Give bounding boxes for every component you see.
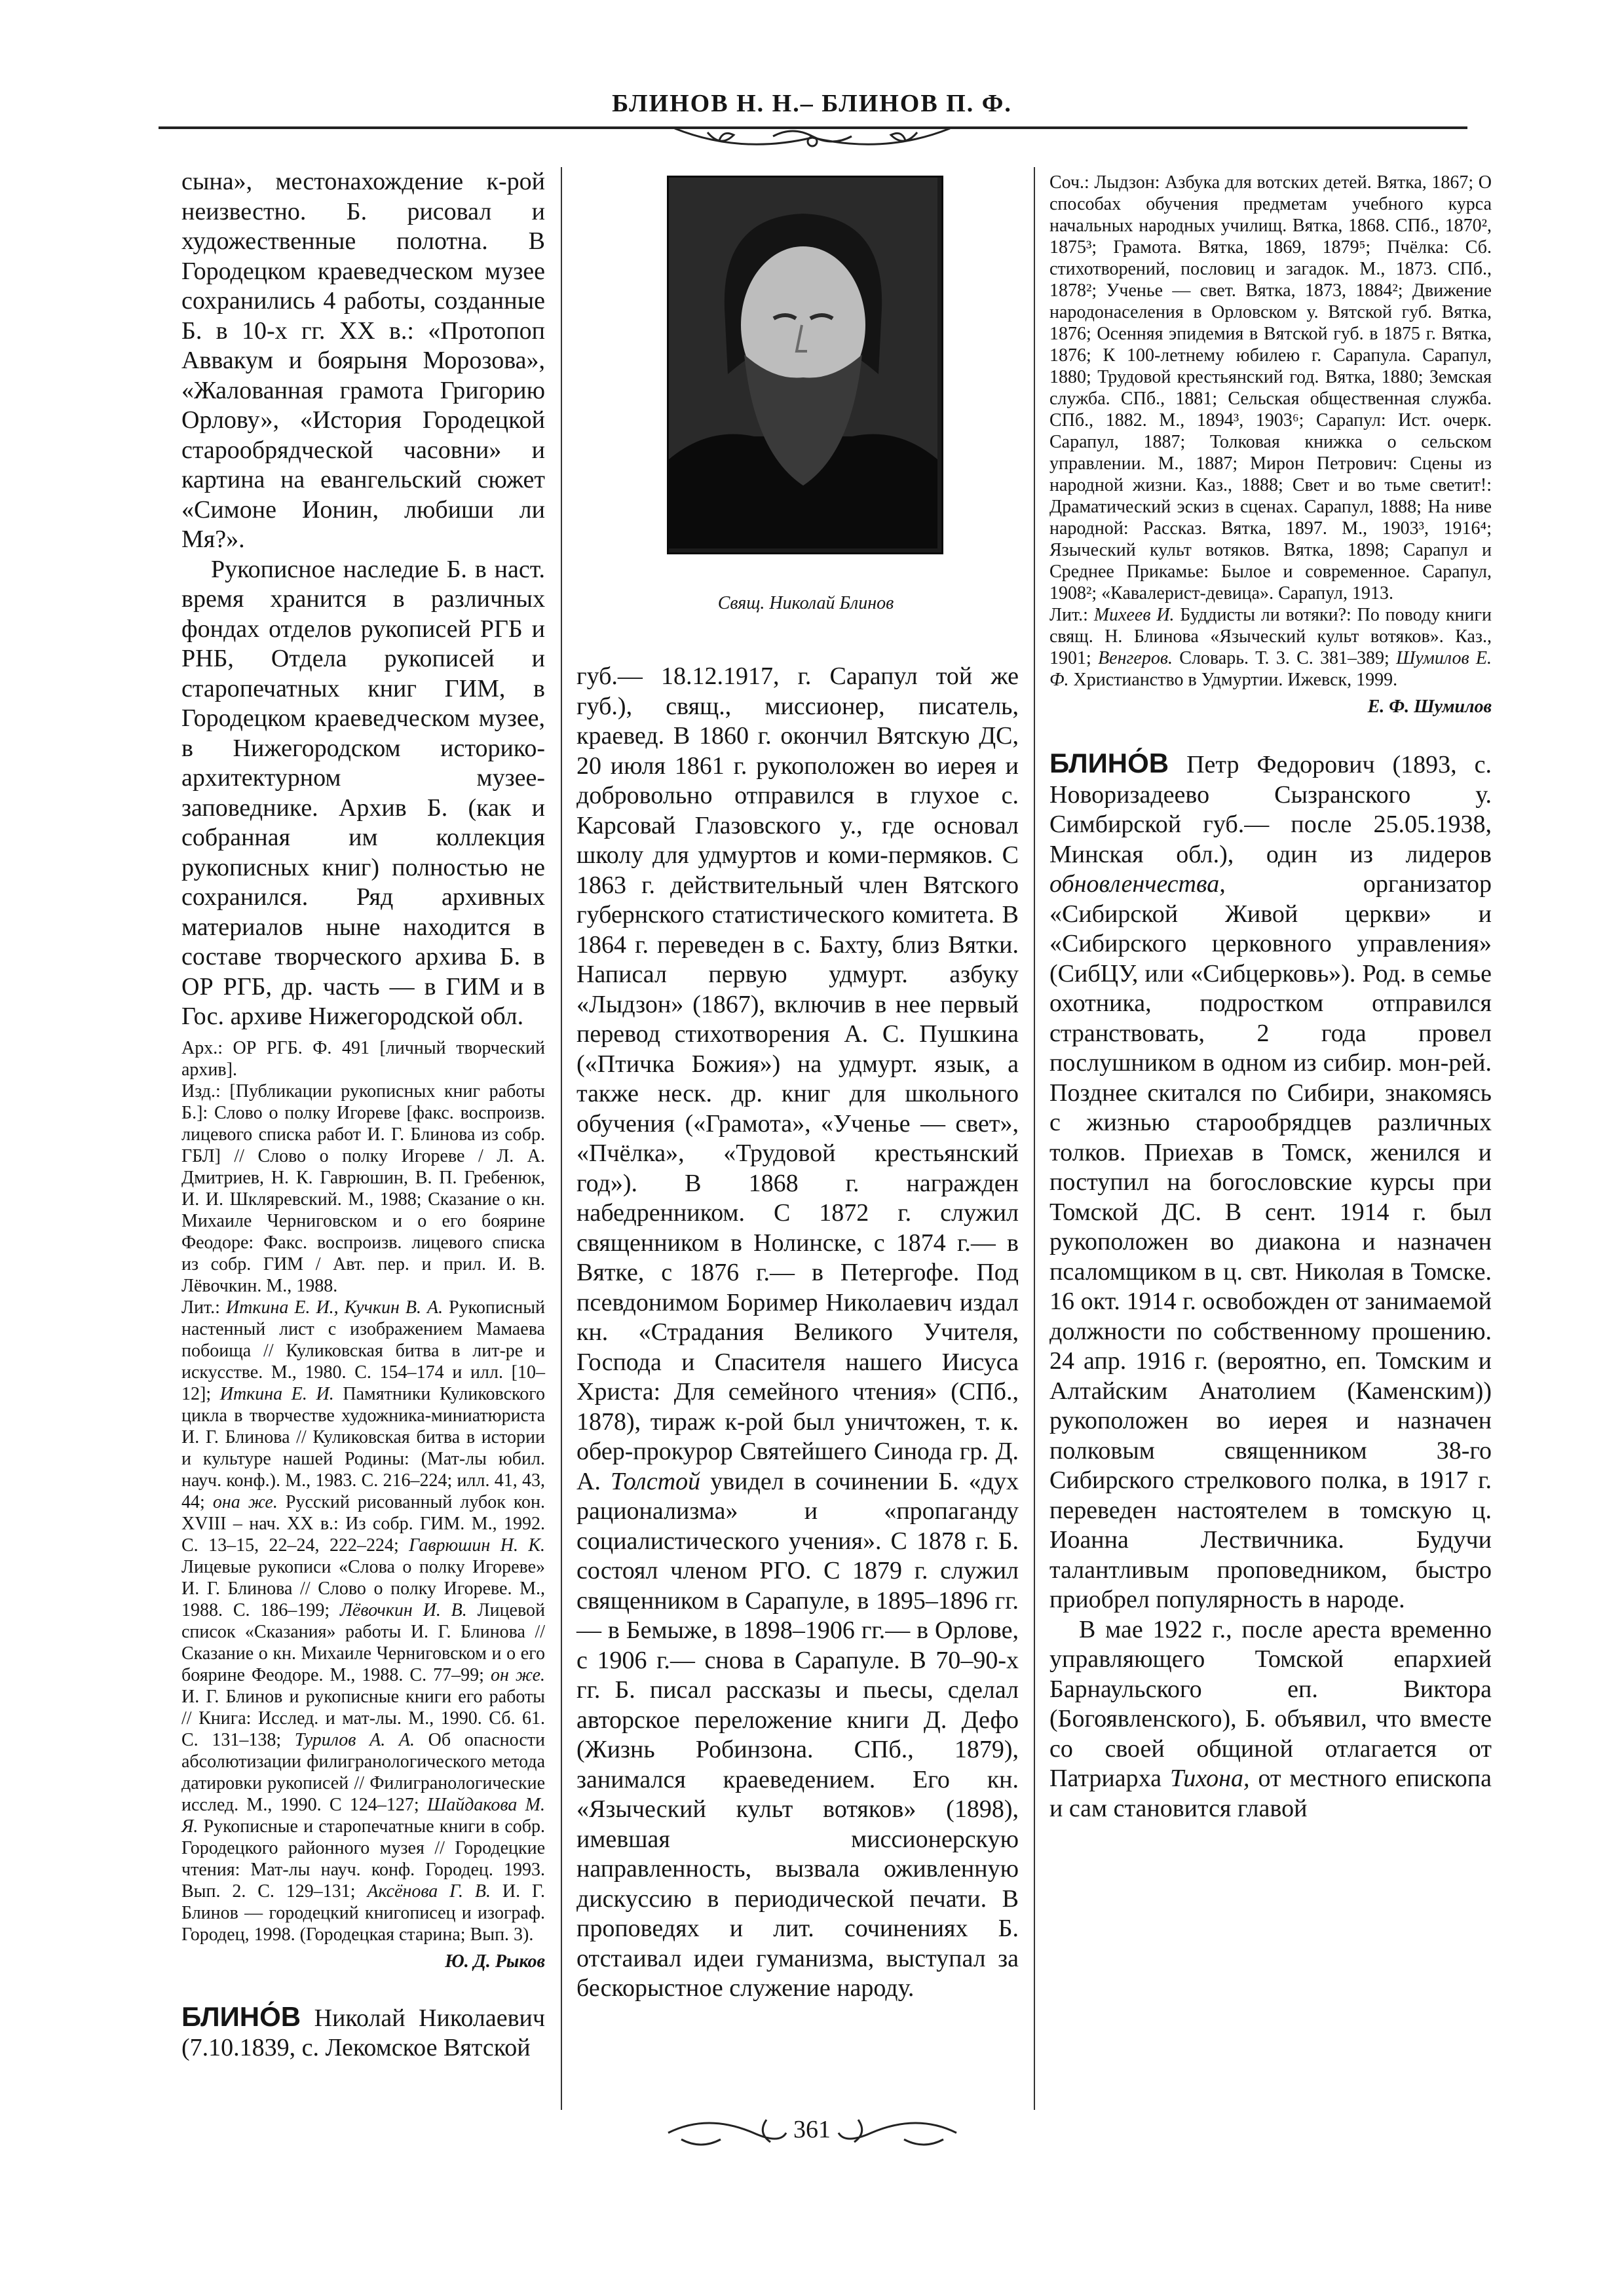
lit-author: Аксёнова Г. В. [367,1881,491,1902]
lit-author: она же. [212,1491,278,1512]
author-signature: Ю. Д. Рыков [445,1951,545,1972]
portrait-figure [669,178,937,548]
entry-headword: БЛИНО́В [1049,748,1169,779]
lit-author: Иткина Е. И. [219,1383,334,1404]
lit-text: Памятники Куликовского цикла в творчестве художника-миниатюриста И. Г. Блинова // Куликовская битва в истории и культуре нашей Родины: (Мат-лы юбил. науч. конф.). М., 1983. С. 216–224; илл. 41, 43, 44; [181,1383,545,1512]
portrait-caption: Свящ. Николай Блинов [717,593,894,613]
person-link: Толстой [611,1467,701,1495]
paragraph-may-1922 [1049,1615,1492,1824]
entry-blinov-pf [1049,748,1492,1615]
page-number: 361 [793,2116,831,2143]
works-note: Соч.: Лыдзон: Азбука для вотских детей. Вятка, 1867; О способах обучения предметам учебного курса начальных народных училищ. Вятка, 1868. СПб., 1870², 1875³; Грамота. Вятка, 1869, 1879⁵; Пчёлка: Сб. стихотворений, пословиц и загадок. М., 1873. СПб., 1878²; Ученье — свет. Вятка, 1873, 1884²; Движение народонаселения в Орловском у. Вятской губ. Вятка, 1876; Осенняя эпидемия в Вятской губ. в 1875 г. Вятка, 1876; К 100-летнему юбилею г. Сарапула. Сарапул, 1880; Трудовой крестьянский год. Вятка, 1880; Земская служба. СПб., 1881; Сельская общественная служба. СПб., 1882. М., 1894³, 1903⁶; Сарапул: Ист. очерк. Сарапул, 1887; Толковая книжка о сельском управлении. М., 1887; Мирон Петрович: Сцены из народной жизни. Каз., 1888; Свет и во тьме светит!: Драматический эскиз в сценах. Сарапул, 1888; На ниве народной: Рассказ. Вятка, 1897. М., 1903³, 1916⁴; Языческий культ вотяков. Вятка, 1898; Сарапул и Среднее Прикамье: Былое и современное. Сарапул, 1908²; «Кавалерист-девица». Сарапул, 1913. [1049,172,1492,603]
lit-text: Русский рисованный лубок кон. XVIII – нач. XX в.: Из собр. ГИМ. М., 1992. С. 13–15, 22–24, 222–224; [181,1491,546,1556]
lit-author: Шумилов Е. Ф. [1049,648,1492,690]
entry-text: от местного епископа и сам становится главой [1049,1765,1492,1822]
lit-text: Словарь. Т. 3. С. 381–389; [1173,648,1397,668]
portrait-photo [667,176,943,554]
lit-text: Лицевые рукописи «Слова о полку Игореве» И. Г. Блинова // Слово о полку Игореве. М., 1988. С. 186–199; [181,1556,545,1620]
entry-blinov-nn [181,2002,545,2063]
lit-author: Иткина Е. И., Кучкин В. А. [225,1297,444,1318]
publications-note: Изд.: [Публикации рукописных книг работы Б.]: Слово о полку Игореве [факс. воспроизв. лицевого списка работ И. Г. Блинова из собр. ГБЛ] // Слово о полку Игореве / Л. А. Дмитриев, Н. К. Гаврюшин, В. П. Гребенюк, И. И. Шкляревский. М., 1988; Сказание о кн. Михаиле Черниговском и о его боярине Феодоре: Факс. воспроизв. лицевого списка из собр. ГИМ / Авт. пер. и прил. И. В. Лёвочкин. М., 1988. [181,1081,545,1296]
person-link: Тихона, [1169,1765,1250,1793]
lit-author: Лёвочкин И. В. [339,1599,467,1620]
lit-text: Христианство в Удмуртии. Ижевск, 1999. [1068,670,1398,690]
right-column [1049,172,1492,1824]
middle-column [576,662,1019,2004]
paragraph-continuation: сына», местонахождение к-рой неизвестно. Б. рисовал и художественные полотна. В Городецком краеведческом музее сохранились 4 работы, созданные Б. в 10-х гг. XX в.: «Протопоп Аввакум и боярыня Морозова», «Жалованная грамота Григорию Орлову», «История Городецкой старообрядческой часовни» и картина на евангельский сюжет «Симоне Ионин, любиши ли Мя?». [181,168,545,553]
entry-text: организатор «Сибирской Живой церкви» и «Сибирского церковного управления» (СибЦУ, или «Сибцерковь»). Род. в семье охотника, подростком отправился странствовать, 2 года провел послушником в одном из сибир. мон-рей. Позднее скитался по Сибири, знакомясь с жизнью старообрядцев различных толков. Приехав в Томск, женился и поступил на богословские курсы при Томской ДС. В сент. 1914 г. был рукоположен во диакона и назначен псаломщиком в ц. свт. Николая в Томске. 16 окт. 1914 г. освобожден от занимаемой должности по собственному прошению. 24 апр. 1916 г. (вероятно, еп. Томским и Алтайским Анатолием (Каменским)) рукоположен во иерея и назначен полковым священником 38-го Сибирского стрелкового полка, в 1917 г. переведен настоятелем в томскую ц. Иоанна Лествичника. Будучи талантливым проповедником, быстро приобрел популярность в народе. [1049,870,1492,1614]
archive-note: Арх.: ОР РГБ. Ф. 491 [личный творческий архив]. [181,1037,545,1080]
header-ornament [668,122,956,155]
entry-text: В мае 1922 г., после ареста временно управляющего Томской епархией Барнаульского еп. Виктора (Богоявленского), Б. объявил, что вместе со своей общиной отлагается от Патриарха [1049,1615,1492,1793]
paragraph-manuscript-heritage: Рукописное наследие Б. в наст. время хранится в различных фондах отделов рукописей РГБ и РНБ, Отдела рукописей и старопечатных книг ГИМ, в Городецком краеведческом музее, в Нижегородском историко-архитектурном музее-заповеднике. Архив Б. (как и собранная им коллекция рукописных книг) полностью не сохранился. Ряд архивных материалов ныне находится в составе творческого архива Б. в ОР РГБ, др. часть — в ГИМ и в Гос. архиве Нижегородской обл. [181,555,545,1030]
entry-headword: БЛИНО́В [181,2000,301,2032]
lit-text: И. Г. Блинов и рукописные книги его работы // Книга: Исслед. и мат-лы. М., 1990. Сб. 61. С. 131–138; [181,1686,545,1750]
literature-note [1049,604,1492,691]
column-divider [561,167,562,2110]
lit-text: Рукописный настенный лист с изображением Мамаева побоища // Куликовская битва в лит-ре и искусстве. М., 1980. С. 154–174 и илл. [10–12]; [181,1297,546,1404]
literature-note [181,1297,545,1945]
lit-author: Михеев И. [1093,605,1175,625]
lit-text: Рукописные и старопечатные книги в собр. Городецкого районного музея // Городецкие чтения: Мат-лы науч. конф. Городец. 1993. Вып. 2. С. 129–131; [181,1816,545,1902]
lit-author: Венгеров. [1098,648,1173,668]
entry-text: увидел в сочинении Б. «дух рационализма» и «пропаганду социалистического учения». С 1878 г. Б. состоял членом РГО. С 1879 г. служил священником в Сарапуле, в 1895–1896 гг.— в Бемыже, в 1898–1906 гг.— в Орлове, с 1906 г.— снова в Сарапуле. В 70–90-х гг. Б. писал рассказы и пьесы, сделал авторское переложение книги Д. Дефо (Жизнь Робинзона. СПб., 1879), занимался краеведением. Его кн. «Языческий культ вотяков» (1898), имевшая миссионерскую направленность, вызвала оживленную дискуссию в периодической печати. В проповедях и лит. сочинениях Б. отстаивал идеи гуманизма, выступал за бескорыстное служение народу. [576,1467,1019,2002]
lit-author: Турилов А. А. [294,1729,415,1750]
running-header: БЛИНОВ Н. Н.– БЛИНОВ П. Ф. [612,90,1012,117]
entry-text: губ.— 18.12.1917, г. Сарапул той же губ.), свящ., миссионер, писатель, краевед. В 1860 г. окончил Вятскую ДС, 20 июля 1861 г. рукоположен во иерея и добровольно отправился в глухое с. Карсовай Глазовского у., где основал школу для удмуртов и коми-пермяков. С 1863 г. действительный член Вятского губернского статистического комитета. В 1864 г. переведен в с. Бахту, близ Вятки. Написал первую удмурт. азбуку «Лыдзон» (1867), включив в нее первый перевод стихотворения А. С. Пушкина («Птичка Божия») на удмурт. язык, а также неск. др. книг для школьного обучения («Грамота», «Ученье — свет», «Пчёлка», «Трудовой крестьянский год»). В 1868 г. награжден набедренником. С 1872 г. служил священником в Нолинске, с 1874 г.— в Вятке, с 1876 г.— в Петергофе. Под псевдонимом Боример Николаевич издал кн. «Страдания Великого Учителя, Господа и Спасителя нашего Иисуса Христа: Для семейного чтения» (СПб., 1878), тираж к-рой был уничтожен, т. к. обер-прокурор Святейшего Синода гр. Д. А. [576,662,1019,1495]
lit-text: Буддисты ли вотяки?: По поводу книги свящ. Н. Блинова «Языческий культ вотяков». Каз., 1901; [1049,605,1492,668]
lit-author: он же. [490,1664,545,1685]
lit-text: И. Г. Блинов — городецкий книгописец и изограф. Городец, 1998. (Городецкая старина; Вып. 3). [181,1881,545,1945]
column-divider [1034,167,1035,2110]
entry-text: Николай Николаевич (7.10.1839, с. Лекомское Вятской [181,2004,545,2062]
lit-author: Гаврюшин Н. К. [409,1535,545,1556]
lit-text: Об опасности абсолютизации филигранологического метода датировки рукописей // Филигранологические исслед. М., 1990. С 124–127; [181,1729,545,1815]
term-link: обновленчества, [1049,870,1226,898]
lit-label: Лит.: [1049,605,1094,625]
entry-blinov-nn-body [576,662,1019,2004]
left-column [181,167,545,2063]
lit-text: Лицевой список «Сказания» работы И. Г. Блинова // Сказание о кн. Михаиле Черниговском и о его боярине Феодоре. М., 1988. С. 77–99; [181,1599,545,1685]
author-signature: Е. Ф. Шумилов [1367,697,1492,717]
lit-author: Шайдакова М. Я. [181,1794,546,1837]
entry-text: Петр Федорович (1893, с. Новоризадеево Сызранского у. Симбирской губ.— после 25.05.1938, Минская обл.), один из лидеров [1049,751,1492,868]
lit-label: Лит.: [181,1297,226,1318]
